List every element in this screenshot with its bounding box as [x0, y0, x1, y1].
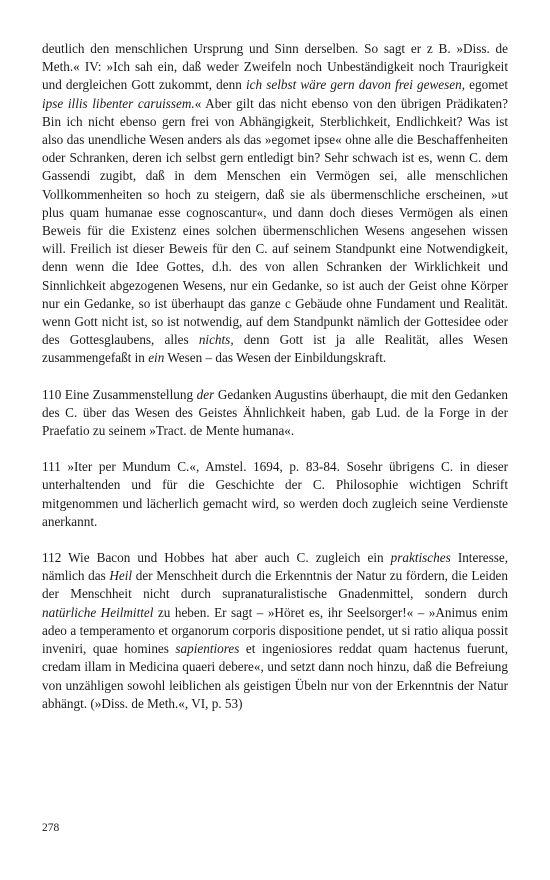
- text-run: 112 Wie Bacon und Hobbes hat aber auch C. zugleich ein: [42, 550, 391, 566]
- page-body: [42, 40, 508, 731]
- paragraph-continuation: [42, 40, 508, 368]
- text-run: 110 Eine Zusammenstellung: [42, 386, 197, 402]
- text-run: zu heben. Er sagt – »Höret es, ihr Seelsorger!« – »Animus enim adeo a temperamento et organorum corporis dispositione pendet, ut si ratio aliqua possit inveniri, quae homines: [42, 604, 509, 657]
- italic-text-run: ipse illis libenter caruissem.: [42, 95, 195, 111]
- text-run: 111 »Iter per Mundum C.«, Amstel. 1694, p. 83-84. Sosehr übrigens C. in dieser unterhaltenden und für die Geschichte der C. Philosophie wichtigen Schrift mitgenommen und lächerlich gemacht wird, so werden doch zugleich seine Verdienste anerkannt.: [42, 459, 508, 529]
- italic-text-run: praktisches: [390, 550, 451, 566]
- text-run: der Menschheit durch die Erkenntnis der Natur zu fördern, die Leiden der Menschheit nicht durch supranaturalistische Gnadenmittel, sondern durch: [42, 568, 508, 602]
- italic-text-run: sapientiores: [175, 641, 240, 657]
- text-run: Wesen – das Wesen der Einbildungskraft.: [164, 350, 387, 366]
- italic-text-run: ich selbst wäre gern davon frei gewesen,: [245, 77, 466, 93]
- italic-text-run: nichts,: [198, 332, 234, 348]
- text-run: « Aber gilt das nicht ebenso von den übrigen Prädikaten? Bin ich nicht ebenso gern frei von Abhängigkeit, Sterblichkeit, Endlichkeit? Was ist also das unendliche Wesen anders als das »egomet ipse« ohne alle die Beschaffenheiten oder Schranken, deren ich selbst gern entledigt bin? Sehr schwach ist es, wenn C. dem Gassendi zugibt, daß in dem Menschen ein Vermögen sei, alle menschlichen Vollkommenheiten so hoch zu steigern, daß sie als übermenschliche erscheinen, »ut plus quam humanae esse cognoscantur«, und dann doch dieses Vermögen als einen Beweis für die Existenz eines solchen übermenschlichen Wesens angesehen wissen will. Freilich ist dieser Beweis für den C. auf seinem Standpunkt eine Notwendigkeit, denn wenn die Idee Gottes, d.h. des von allen Schranken der Wirklichkeit und Sinnlichkeit abgezogenen Wesens, nur ein Gedanke, so ist auch der Geist ohne Körper nur ein Gedanke, so ist überhaupt das ganze c Gebäude ohne Fundament und Realität. wenn Gott nicht ist, so ist notwendig, auf dem Standpunkt nämlich der Gottesidee oder des Gottesglaubens, alles: [42, 95, 508, 348]
- text-run: Gedanken Augustins überhaupt, die mit den Gedanken des C. über das Wesen des Geistes Ähnlichkeit haben, gab Lud. de la Forge in der Praefatio zu seinem »Tract. de Mente humana«.: [42, 386, 508, 439]
- text-run: Interesse, nämlich das: [42, 550, 508, 584]
- italic-text-run: ein: [148, 350, 165, 366]
- footnote-111: [42, 458, 508, 531]
- italic-text-run: natürliche Heilmittel: [42, 604, 154, 620]
- footnote-110: [42, 386, 508, 441]
- text-run: egomet: [465, 77, 508, 93]
- page-number: 278: [42, 822, 60, 834]
- text-run: et ingeniosiores reddat quam hactenus fuerunt, credam illam in Medicina quaeri debere«, und setzt dann noch hinzu, daß die Befreiung von unzähligen sowohl leiblichen als geistigen Übeln nur von der Erkenntnis der Natur abhängt. (»Diss. de Meth.«, VI, p. 53): [42, 641, 508, 711]
- footnote-112: [42, 549, 508, 713]
- italic-text-run: der: [196, 386, 215, 402]
- text-run: deutlich den menschlichen Ursprung und Sinn derselben. So sagt er z B. »Diss. de Meth.« IV: »Ich sah ein, daß weder Zweifeln noch Unbeständigkeit noch Traurigkeit und dergleichen Gott zukommt, denn: [42, 41, 508, 93]
- text-run: denn Gott ist ja alle Realität, alles Wesen zusammengefaßt in: [42, 332, 508, 366]
- italic-text-run: Heil: [109, 568, 133, 584]
